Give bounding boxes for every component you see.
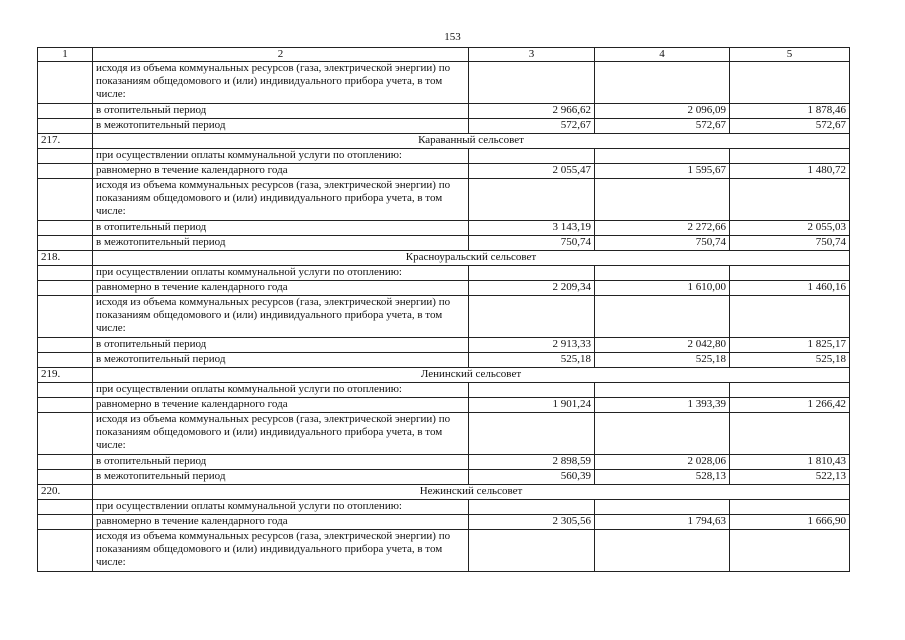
header-cell-1: 1 — [38, 48, 93, 62]
table-row — [38, 149, 850, 164]
row-number-cell — [38, 398, 93, 413]
value-col-4: 750,74 — [595, 236, 730, 251]
value-col-3: 750,74 — [469, 236, 595, 251]
value-col-3 — [469, 149, 595, 164]
value-col-5 — [730, 62, 850, 104]
section-name: Ленинский сельсовет — [93, 368, 850, 383]
value-col-5 — [730, 266, 850, 281]
table-row — [38, 296, 850, 338]
value-col-5: 1 460,16 — [730, 281, 850, 296]
value-col-3: 572,67 — [469, 119, 595, 134]
row-label: исходя из объема коммунальных ресурсов (газа, электрической энергии) по показаниям общедомового и (или) индивидуального прибора учета, в том числе: — [93, 179, 469, 221]
table-row — [38, 470, 850, 485]
table-row — [38, 236, 850, 251]
value-col-4: 2 028,06 — [595, 455, 730, 470]
row-number-cell — [38, 149, 93, 164]
value-col-5 — [730, 296, 850, 338]
value-col-3 — [469, 62, 595, 104]
value-col-4: 2 272,66 — [595, 221, 730, 236]
row-number-cell — [38, 500, 93, 515]
value-col-3 — [469, 413, 595, 455]
value-col-4 — [595, 266, 730, 281]
row-label: в отопительный период — [93, 455, 469, 470]
value-col-4: 1 610,00 — [595, 281, 730, 296]
table-row — [38, 398, 850, 413]
table-row — [38, 119, 850, 134]
table-row — [38, 515, 850, 530]
section-number: 219. — [38, 368, 93, 383]
section-number: 217. — [38, 134, 93, 149]
row-number-cell — [38, 530, 93, 572]
table-row — [38, 62, 850, 104]
value-col-4: 1 595,67 — [595, 164, 730, 179]
table-row — [38, 338, 850, 353]
row-label: в межотопительный период — [93, 119, 469, 134]
value-col-3 — [469, 296, 595, 338]
section-header-row — [38, 368, 850, 383]
row-number-cell — [38, 338, 93, 353]
section-header-row — [38, 134, 850, 149]
header-cell-3: 3 — [469, 48, 595, 62]
table-row — [38, 383, 850, 398]
value-col-5 — [730, 383, 850, 398]
value-col-3: 2 913,33 — [469, 338, 595, 353]
header-cell-5: 5 — [730, 48, 850, 62]
value-col-5 — [730, 500, 850, 515]
row-number-cell — [38, 236, 93, 251]
row-number-cell — [38, 353, 93, 368]
row-number-cell — [38, 221, 93, 236]
value-col-3: 2 966,62 — [469, 104, 595, 119]
value-col-3 — [469, 383, 595, 398]
value-col-5: 572,67 — [730, 119, 850, 134]
value-col-4: 1 393,39 — [595, 398, 730, 413]
value-col-5: 1 810,43 — [730, 455, 850, 470]
value-col-5: 1 266,42 — [730, 398, 850, 413]
table-row — [38, 179, 850, 221]
row-number-cell — [38, 164, 93, 179]
row-number-cell — [38, 179, 93, 221]
table-row — [38, 500, 850, 515]
value-col-3: 525,18 — [469, 353, 595, 368]
value-col-4 — [595, 413, 730, 455]
value-col-5: 522,13 — [730, 470, 850, 485]
value-col-4 — [595, 530, 730, 572]
value-col-5: 2 055,03 — [730, 221, 850, 236]
row-label: в межотопительный период — [93, 236, 469, 251]
row-number-cell — [38, 104, 93, 119]
table-row — [38, 164, 850, 179]
row-label: исходя из объема коммунальных ресурсов (газа, электрической энергии) по показаниям общедомового и (или) индивидуального прибора учета, в том числе: — [93, 62, 469, 104]
value-col-3 — [469, 179, 595, 221]
table-row — [38, 281, 850, 296]
tariff-table — [37, 47, 850, 572]
page-number: 153 — [444, 31, 461, 43]
row-label: равномерно в течение календарного года — [93, 281, 469, 296]
table-row — [38, 221, 850, 236]
value-col-4: 525,18 — [595, 353, 730, 368]
section-name: Караванный сельсовет — [93, 134, 850, 149]
section-header-row — [38, 251, 850, 266]
tariff-table-body — [38, 48, 850, 572]
value-col-3: 3 143,19 — [469, 221, 595, 236]
table-row — [38, 455, 850, 470]
table-row — [38, 353, 850, 368]
section-number: 218. — [38, 251, 93, 266]
value-col-3: 1 901,24 — [469, 398, 595, 413]
table-row — [38, 104, 850, 119]
value-col-3: 2 898,59 — [469, 455, 595, 470]
value-col-5: 525,18 — [730, 353, 850, 368]
value-col-4 — [595, 383, 730, 398]
value-col-4 — [595, 149, 730, 164]
header-cell-2: 2 — [93, 48, 469, 62]
row-number-cell — [38, 413, 93, 455]
value-col-3 — [469, 500, 595, 515]
row-number-cell — [38, 470, 93, 485]
row-label: в отопительный период — [93, 221, 469, 236]
table-row — [38, 413, 850, 455]
value-col-3: 2 055,47 — [469, 164, 595, 179]
value-col-3: 2 305,56 — [469, 515, 595, 530]
section-name: Красноуральский сельсовет — [93, 251, 850, 266]
row-label: в отопительный период — [93, 104, 469, 119]
section-header-row — [38, 485, 850, 500]
value-col-5 — [730, 413, 850, 455]
value-col-4: 572,67 — [595, 119, 730, 134]
row-label: в межотопительный период — [93, 470, 469, 485]
header-row — [38, 48, 850, 62]
value-col-5: 750,74 — [730, 236, 850, 251]
header-cell-4: 4 — [595, 48, 730, 62]
row-number-cell — [38, 296, 93, 338]
row-number-cell — [38, 266, 93, 281]
row-number-cell — [38, 383, 93, 398]
row-label: равномерно в течение календарного года — [93, 515, 469, 530]
value-col-4: 1 794,63 — [595, 515, 730, 530]
row-label: в межотопительный период — [93, 353, 469, 368]
row-number-cell — [38, 119, 93, 134]
value-col-5: 1 480,72 — [730, 164, 850, 179]
section-name: Нежинский сельсовет — [93, 485, 850, 500]
row-number-cell — [38, 281, 93, 296]
value-col-3 — [469, 266, 595, 281]
row-number-cell — [38, 455, 93, 470]
value-col-4 — [595, 179, 730, 221]
value-col-5: 1 878,46 — [730, 104, 850, 119]
value-col-4: 2 042,80 — [595, 338, 730, 353]
value-col-4 — [595, 296, 730, 338]
row-label: равномерно в течение календарного года — [93, 398, 469, 413]
row-label: исходя из объема коммунальных ресурсов (газа, электрической энергии) по показаниям общедомового и (или) индивидуального прибора учета, в том числе: — [93, 296, 469, 338]
table-row — [38, 266, 850, 281]
row-label: в отопительный период — [93, 338, 469, 353]
value-col-3 — [469, 530, 595, 572]
value-col-4: 2 096,09 — [595, 104, 730, 119]
value-col-5 — [730, 530, 850, 572]
row-label: исходя из объема коммунальных ресурсов (газа, электрической энергии) по показаниям общедомового и (или) индивидуального прибора учета, в том числе: — [93, 413, 469, 455]
value-col-4 — [595, 62, 730, 104]
value-col-5 — [730, 149, 850, 164]
value-col-4: 528,13 — [595, 470, 730, 485]
value-col-5: 1 825,17 — [730, 338, 850, 353]
value-col-3: 560,39 — [469, 470, 595, 485]
row-label: при осуществлении оплаты коммунальной услуги по отоплению: — [93, 149, 469, 164]
value-col-5 — [730, 179, 850, 221]
value-col-3: 2 209,34 — [469, 281, 595, 296]
row-label: равномерно в течение календарного года — [93, 164, 469, 179]
row-label: при осуществлении оплаты коммунальной услуги по отоплению: — [93, 383, 469, 398]
row-label: исходя из объема коммунальных ресурсов (газа, электрической энергии) по показаниям общедомового и (или) индивидуального прибора учета, в том числе: — [93, 530, 469, 572]
row-number-cell — [38, 515, 93, 530]
value-col-4 — [595, 500, 730, 515]
row-label: при осуществлении оплаты коммунальной услуги по отоплению: — [93, 500, 469, 515]
section-number: 220. — [38, 485, 93, 500]
value-col-5: 1 666,90 — [730, 515, 850, 530]
table-row — [38, 530, 850, 572]
row-number-cell — [38, 62, 93, 104]
row-label: при осуществлении оплаты коммунальной услуги по отоплению: — [93, 266, 469, 281]
